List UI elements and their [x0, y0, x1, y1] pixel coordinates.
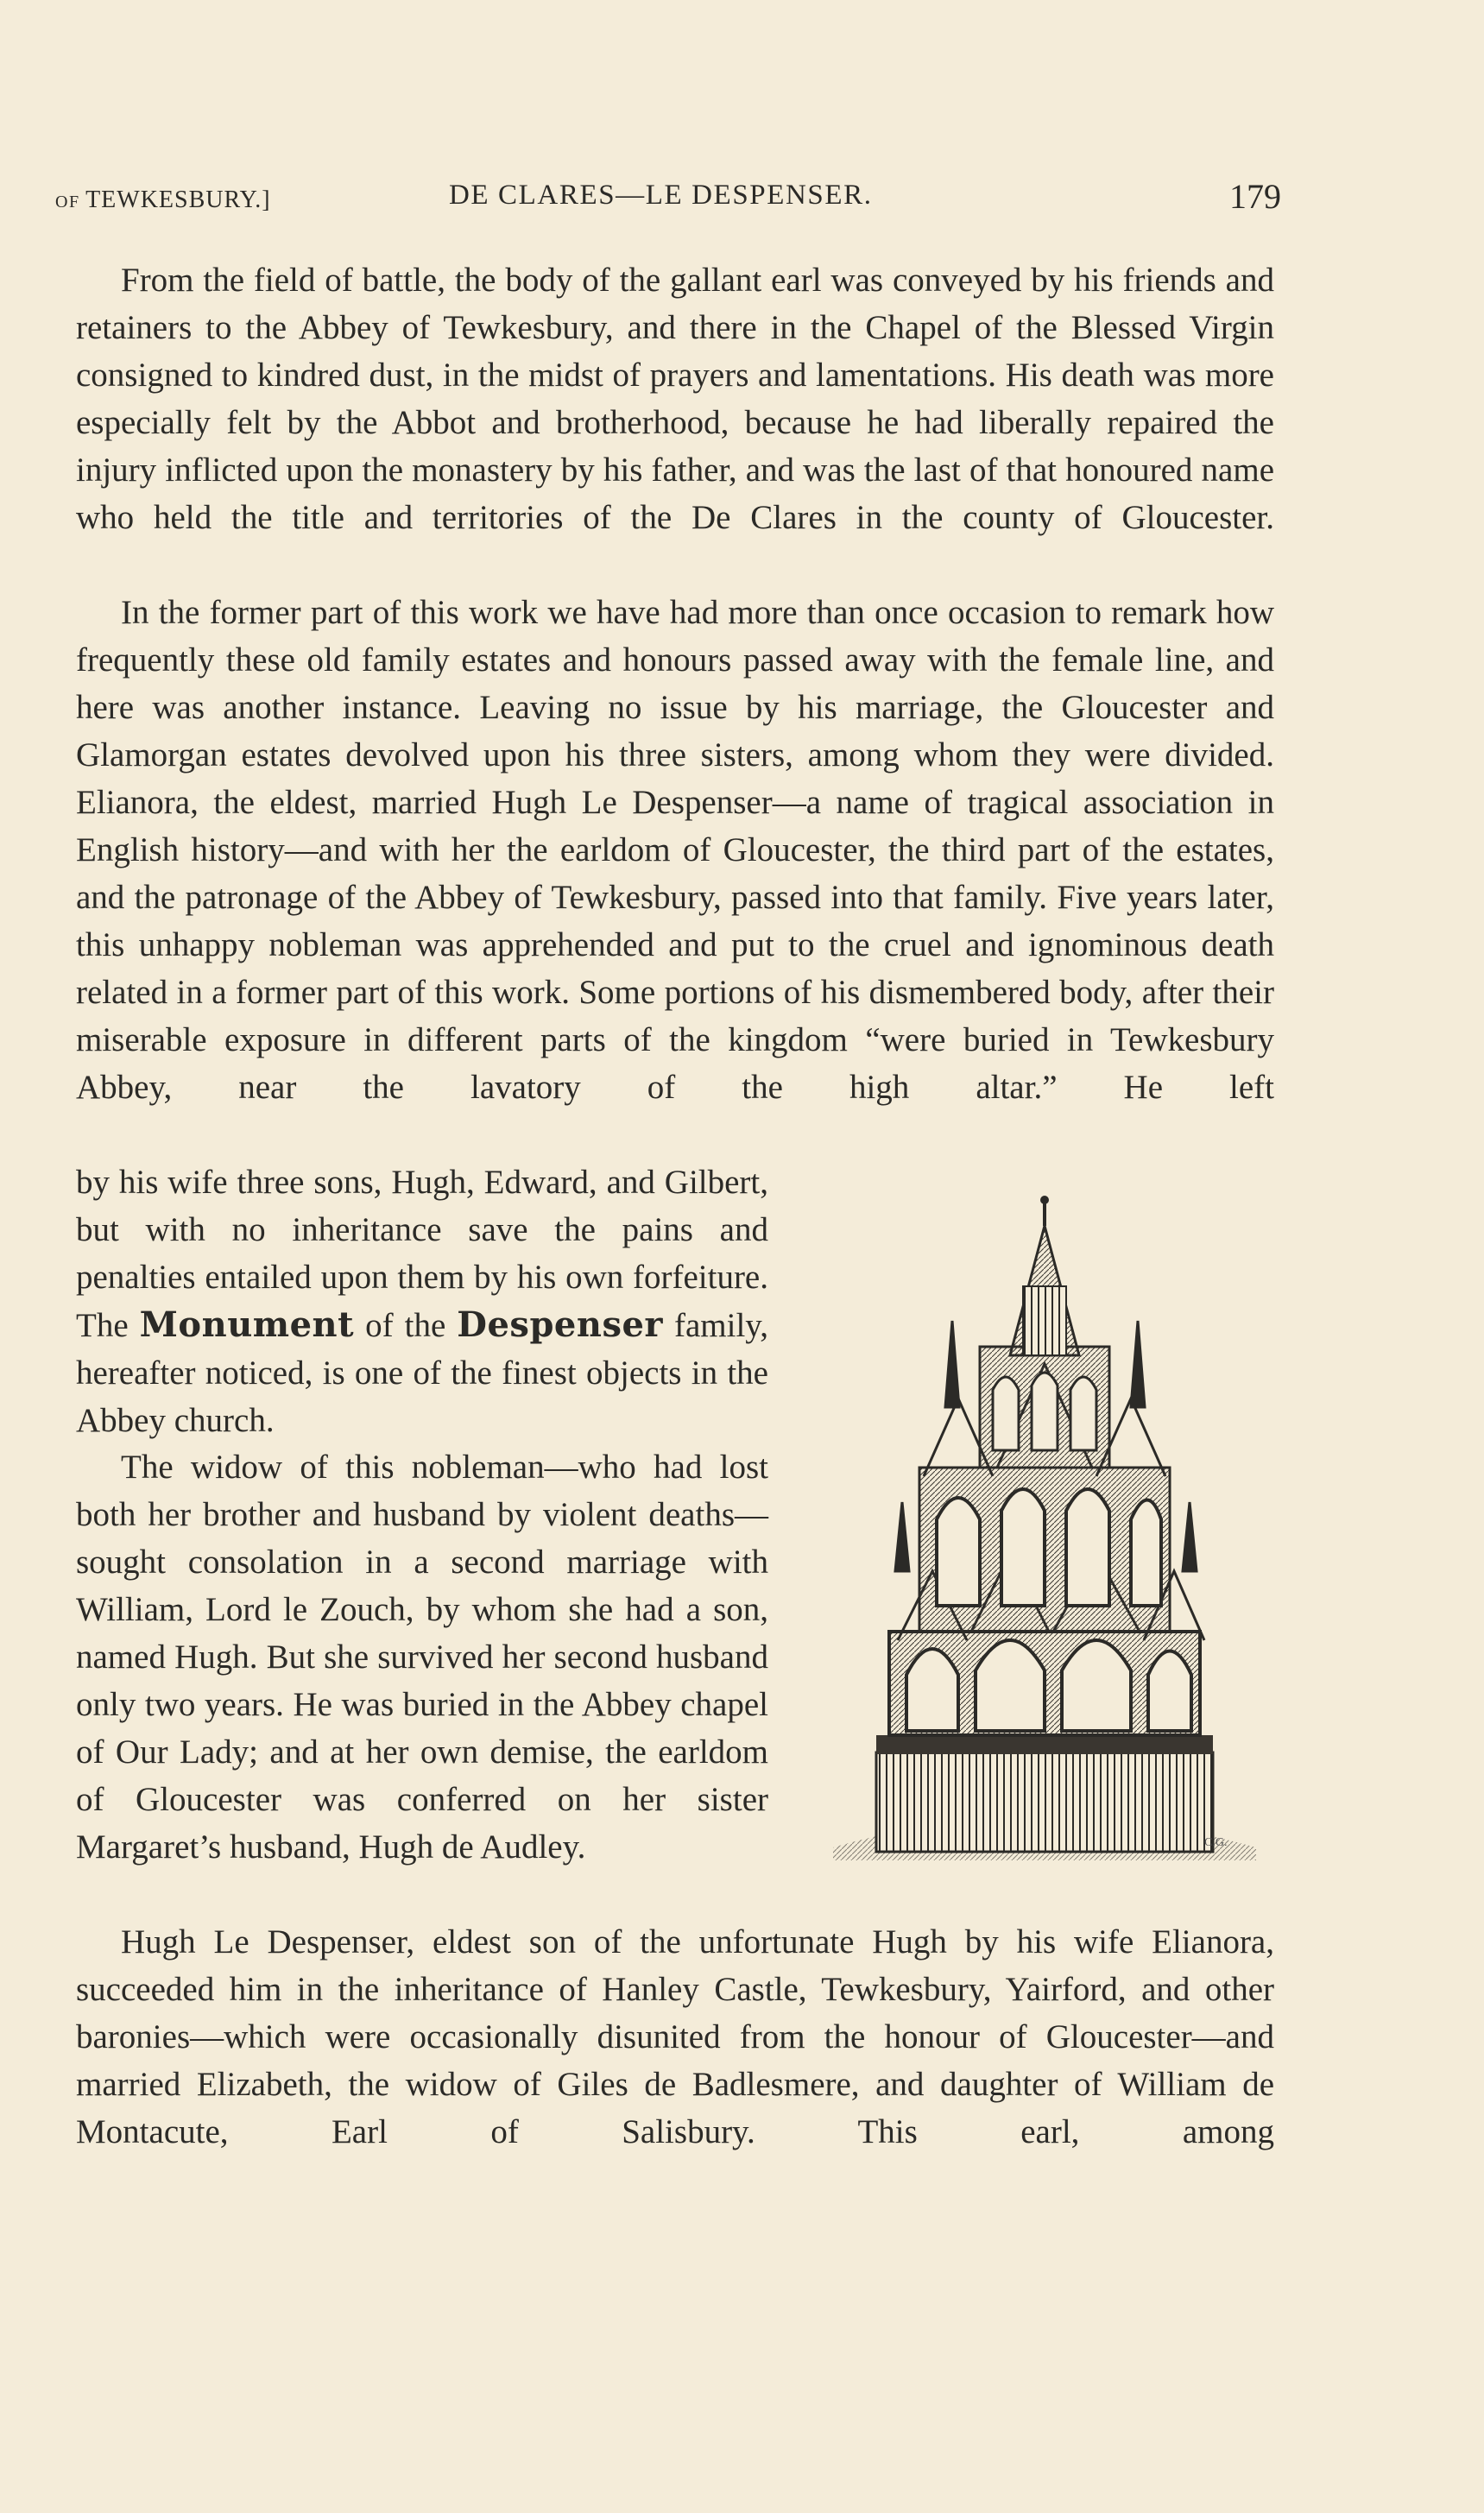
blackletter-monument: Monument — [139, 1304, 355, 1345]
header-prefix: OF — [55, 193, 86, 212]
header-location: TEWKESBURY.] — [85, 186, 271, 213]
paragraph-2-text-a: by his wife three sons, Hugh, Edward, and Gilbert, but with no inheritance save the pains and penalties entailed upon them by his own forfeiture. The — [76, 1164, 768, 1344]
despenser-monument-illustration — [816, 1191, 1265, 1873]
blackletter-despenser: Despenser — [457, 1304, 663, 1345]
paragraph-1: From the field of battle, the body of the gallant earl was conveyed by his friends and retainers to the Abbey of Tewkesbury, and there in the Chapel of the Blessed Virgin consigned to kindred dust, in the midst of prayers and lamentations. His death was more especially felt by the Abbot and brotherhood, because he had liberally repaired the injury inflicted upon the monastery by his father, and was the last of that honoured name who held the title and territories of the De Clares in the county of Gloucester. — [76, 262, 1274, 536]
paragraph-2-full-width: In the former part of this work we have had more than once occasion to remark how frequently these old family estates and honours passed away with the female line, and here was another instance. Leaving no issue by his marriage, the Gloucester and Glamorgan estates devolved upon his three sisters, among whom they were divided. Elianora, the eldest, married Hugh Le Despenser—a name of tragical association in English history—and with her the earldom of Gloucester, the third part of the estates, and the patronage of the Abbey of Tewkesbury, passed into that family. Five years later, this unhappy nobleman was apprehended and put to the cruel and ignominous death related in a former part of this work. Some portions of his dismembered body, after their miserable exposure in different parts of the kingdom “were buried in Tewkesbury Abbey, near the lavatory of the high altar.” He left — [76, 594, 1274, 1106]
engraver-mark: C.G. — [1204, 1836, 1228, 1849]
running-header-left — [55, 186, 271, 214]
paragraph-2-text-c: family, hereafter noticed, is one of the finest objects in the Abbey church. — [76, 1307, 769, 1439]
running-header — [55, 174, 1281, 218]
paragraph-2-text-b: of the — [365, 1307, 446, 1344]
paragraph-3: The widow of this nobleman—who had lost both her brother and husband by violent deaths—sought consolation in a second marriage with William, Lord le Zouch, by whom she had a son, named Hugh. But she survived her second husband only two years. He was buried in the Abbey chapel of Our Lady; and at her own demise, the earldom of Gloucester was conferred on her sister Margaret’s husband, Hugh de Audley. — [76, 1449, 768, 1866]
running-header-title: DE CLARES—LE DESPENSER. — [449, 180, 873, 211]
paragraph-4: Hugh Le Despenser, eldest son of the unfortunate Hugh by his wife Elianora, succeeded him in the inheritance of Hanley Castle, Tewkesbury, Yairford, and other baronies—which were occasionally disunited from the honour of Gloucester—and married Elizabeth, the widow of Giles de Badlesmere, and daughter of William de Montacute, Earl of Salisbury. This earl, among — [76, 1923, 1274, 2150]
paragraph-2-continued — [76, 1159, 768, 1444]
page-number: 179 — [1229, 177, 1281, 216]
gothic-canopy-engraving — [816, 1191, 1265, 1873]
